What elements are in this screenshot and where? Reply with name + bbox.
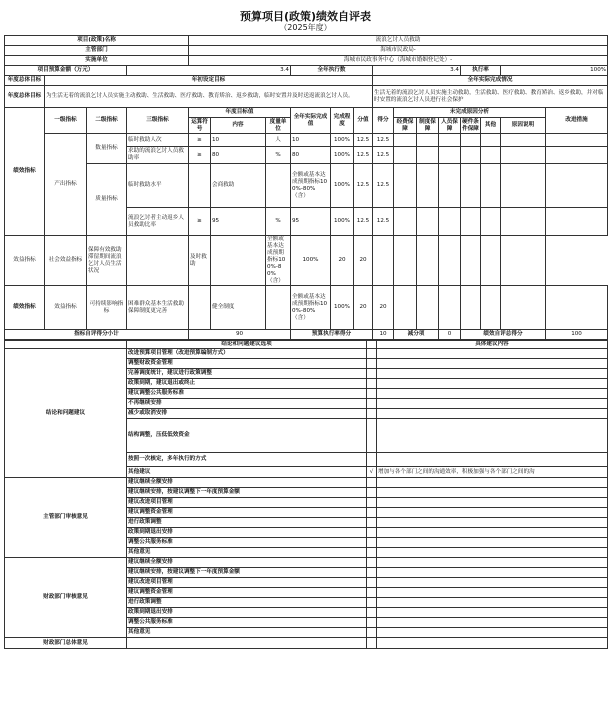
actual-header: 全年实际完成值 bbox=[291, 108, 331, 134]
indicator-row-op bbox=[189, 286, 211, 330]
indicator-row-actual: 10 bbox=[291, 134, 331, 147]
op-header: 运算符号 bbox=[189, 118, 211, 134]
suggest-option: 减少或取消安排 bbox=[127, 409, 367, 419]
sustain-indicator: 可持续影响指标 bbox=[87, 286, 127, 330]
suggest-header-right: 具体建议内容 bbox=[377, 341, 608, 349]
indicator-row-score: 12.5 bbox=[354, 134, 373, 147]
goal-row-label-2: 年度总体目标 bbox=[5, 86, 45, 108]
indicator-row-actual: 80 bbox=[291, 147, 331, 164]
score-header: 分值 bbox=[354, 108, 373, 134]
suggest-option: 建议调整公共服务标准 bbox=[127, 389, 367, 399]
rate-value: 100% bbox=[501, 66, 608, 76]
indicator-row-actual: 95 bbox=[291, 208, 331, 236]
indicator-row-content: 95 bbox=[211, 208, 266, 236]
suggestion-table bbox=[4, 340, 608, 649]
unit-label: 实施单位 bbox=[5, 56, 189, 66]
indicator-row-content: 健全制度 bbox=[211, 286, 266, 330]
indicator-row-name: 临时救助水平 bbox=[127, 164, 189, 208]
suggest-option: 其他建议 bbox=[127, 467, 367, 478]
suggest-option: 调整财政资金管理 bbox=[127, 359, 367, 369]
dept-option: 建议调整资金管理 bbox=[127, 508, 367, 518]
satisfaction-indicator: 效益指标 bbox=[45, 286, 87, 330]
reason-note: 原因说明 bbox=[501, 118, 546, 134]
other-checkmark: √ bbox=[367, 467, 377, 478]
indicator-row-degree: 100% bbox=[331, 164, 354, 208]
deduct-value: 0 bbox=[439, 330, 461, 340]
dept-option: 建议继续安排，按建议调整下一年度预算金额 bbox=[127, 488, 367, 498]
indicator-row-got: 20 bbox=[354, 236, 373, 286]
finance-option: 调整公共服务标准 bbox=[127, 618, 367, 628]
conclusion-label: 结论和问题建议 bbox=[5, 349, 127, 478]
rate-label: 执行率 bbox=[461, 66, 501, 76]
indicator-row-unit: % bbox=[266, 208, 291, 236]
indicator-row-score: 20 bbox=[331, 236, 354, 286]
finance-option: 其他意见 bbox=[127, 628, 367, 638]
indicator-row-unit bbox=[266, 286, 291, 330]
lvl2-header: 二级指标 bbox=[87, 108, 127, 134]
project-name-label: 项目(政策)名称 bbox=[5, 36, 189, 46]
indicator-row-name: 临时救助人次 bbox=[127, 134, 189, 147]
indicator-row-score: 20 bbox=[354, 286, 373, 330]
finance-option: 建议改进项目管理 bbox=[127, 578, 367, 588]
indicator-row-name: 求助的流浪乞讨人员救助率 bbox=[127, 147, 189, 164]
quality-indicator: 质量指标 bbox=[87, 164, 127, 236]
finance-option: 建议继续全额安排 bbox=[127, 558, 367, 568]
suggest-option: 不再继续安排 bbox=[127, 399, 367, 409]
indicator-row-degree: 100% bbox=[291, 236, 331, 286]
reason-header: 未完成原因分析 bbox=[394, 108, 546, 118]
suggest-header-left: 结论和问题建议选项 bbox=[127, 341, 367, 349]
indicator-row-name: 困难群众基本生活救助保障制度更完善 bbox=[127, 286, 189, 330]
indicator-row-content: 80 bbox=[211, 147, 266, 164]
indicator-row-content: 10 bbox=[211, 134, 266, 147]
budget-score-label: 预算执行率得分 bbox=[291, 330, 373, 340]
indicator-row-unit bbox=[266, 164, 291, 208]
indicator-row-content: 会商救助 bbox=[211, 164, 266, 208]
lvl1-header: 一级指标 bbox=[45, 108, 87, 134]
goal-done-header: 全年实际完成情况 bbox=[373, 76, 608, 86]
dept-option: 调整公共服务标准 bbox=[127, 538, 367, 548]
dept-option: 政策到期退出安排 bbox=[127, 528, 367, 538]
dept-option: 建议改进项目管理 bbox=[127, 498, 367, 508]
indicator-row-op: ≥ bbox=[189, 134, 211, 147]
dept-option: 建议继续全额安排 bbox=[127, 478, 367, 488]
benefit-indicator: 效益指标 bbox=[5, 236, 45, 286]
indicator-row-op bbox=[127, 236, 189, 286]
goal-set-header: 年初设定目标 bbox=[45, 76, 373, 86]
indicator-row-got: 12.5 bbox=[373, 147, 394, 164]
goal-row-label: 年度总体目标 bbox=[5, 76, 45, 86]
indicator-row-score: 12.5 bbox=[354, 147, 373, 164]
indicator-table bbox=[4, 35, 608, 340]
indicator-row-unit: % bbox=[266, 147, 291, 164]
dept-review-label: 主管部门审核意见 bbox=[5, 478, 127, 558]
indicator-row-actual: 全额或基本达成预期指标100%-80%（含） bbox=[266, 236, 291, 286]
suggest-option: 政策到期，建议退出或终止 bbox=[127, 379, 367, 389]
reason-hardware: 硬件条件保障 bbox=[462, 118, 479, 132]
suggest-option: 按照一次核定，多年执行的方式 bbox=[127, 453, 367, 467]
exec-label: 全年执行数 bbox=[291, 66, 373, 76]
indicator-row-got: 20 bbox=[373, 286, 394, 330]
got-header: 得分 bbox=[373, 108, 394, 134]
suggest-option: 改进预算项目管理（改进预算编制方式） bbox=[127, 349, 367, 359]
dept-option: 进行政策调整 bbox=[127, 518, 367, 528]
finance-review-label: 财政部门审核意见 bbox=[5, 558, 127, 638]
indicator-row-degree: 100% bbox=[331, 134, 354, 147]
indicator-row-content: 及时救助 bbox=[189, 236, 211, 286]
annual-header: 年度目标值 bbox=[189, 108, 291, 118]
goal-done-text: 生活无着的流浪乞讨人员实施主动救助，生活救助、医疗救助、教育矫治、返乡救助，并对临时安置的流浪乞讨人员进行社会保护 bbox=[373, 86, 608, 108]
indicator-row-degree: 100% bbox=[331, 147, 354, 164]
reason-system: 制度保障 bbox=[417, 118, 439, 134]
reason-staff: 人员保障 bbox=[439, 118, 461, 134]
finance-option: 进行政策调整 bbox=[127, 598, 367, 608]
dept-option: 其他意见 bbox=[127, 548, 367, 558]
indicator-row-actual: 全额或基本达成预期指标100%-80%（含） bbox=[291, 164, 331, 208]
lvl1-perf-a: 绩效指标 bbox=[5, 108, 45, 236]
budget-score-value: 10 bbox=[373, 330, 394, 340]
dept-label: 主管部门 bbox=[5, 46, 189, 56]
suggest-option: 完善调度统计，建议进行政策调整 bbox=[127, 369, 367, 379]
indicator-row-op: ≥ bbox=[189, 208, 211, 236]
finance-option: 建议继续安排，按建议调整下一年度预算金额 bbox=[127, 568, 367, 578]
budget-value: 3.4 bbox=[127, 66, 291, 76]
unit-value: 海城市民政事务中心（海城市婚姻登记处）- bbox=[189, 56, 608, 66]
unit-header: 度量单位 bbox=[266, 118, 291, 134]
finance-overall-label: 财政部门总体意见 bbox=[5, 638, 127, 649]
content-header: 内容 bbox=[211, 118, 266, 134]
indicator-row-got: 12.5 bbox=[373, 164, 394, 208]
social-benefit-indicator: 社会效益指标 bbox=[45, 236, 87, 286]
total-score-label: 绩效自评总得分 bbox=[461, 330, 546, 340]
project-name-value: 流浪乞讨人员救助 bbox=[189, 36, 608, 46]
quantity-indicator: 数量指标 bbox=[87, 134, 127, 164]
indicator-row-got: 12.5 bbox=[373, 208, 394, 236]
indicator-row-score: 12.5 bbox=[354, 164, 373, 208]
indicator-row-actual: 全额或基本达成预期指标100%-80%（含） bbox=[291, 286, 331, 330]
self-evaluation-form bbox=[4, 10, 607, 649]
indicator-row-degree: 100% bbox=[331, 286, 354, 330]
dept-value: 海城市民政局- bbox=[189, 46, 608, 56]
form-title: 预算项目(政策)绩效自评表 bbox=[239, 10, 372, 23]
indicator-row-op bbox=[189, 164, 211, 208]
indicator-row-score: 12.5 bbox=[354, 208, 373, 236]
exec-value: 3.4 bbox=[373, 66, 461, 76]
other-suggestion-text: 增加与各个部门之间的沟通效率，积极加强与各个部门之间的沟 bbox=[377, 467, 608, 478]
indicator-row-unit bbox=[211, 236, 266, 286]
indicator-row-degree: 100% bbox=[331, 208, 354, 236]
degree-header: 完成程度 bbox=[331, 108, 354, 134]
reason-other: 其他 bbox=[481, 118, 501, 134]
indicator-row-unit: 人 bbox=[266, 134, 291, 147]
indicator-row-name: 流浪乞讨者主动返乡人员救助比率 bbox=[127, 208, 189, 236]
total-score-value: 100 bbox=[546, 330, 608, 340]
improve-header: 改进措施 bbox=[546, 108, 608, 134]
lvl1-perf-b: 绩效指标 bbox=[5, 286, 45, 330]
goal-set-text: 为生活无着的流浪乞讨人员实施主动救助、生活救助、医疗救助、教育矫治、返乡救助，临时安置并及时送返流浪乞讨人员。 bbox=[45, 86, 373, 108]
self-score-value: 90 bbox=[189, 330, 291, 340]
output-indicator: 产出指标 bbox=[45, 134, 87, 236]
reason-funding: 经费保障 bbox=[394, 118, 417, 134]
suggest-option: 结构调整，压低低效资金 bbox=[127, 419, 367, 453]
self-score-label: 指标自评得分小计 bbox=[5, 330, 189, 340]
indicator-row-name: 保障有效救助滞留期间流浪乞讨人员生活状况 bbox=[87, 236, 127, 286]
finance-option: 政策到期退出安排 bbox=[127, 608, 367, 618]
budget-label: 项目预算金额（万元） bbox=[5, 66, 127, 76]
indicator-row-got: 12.5 bbox=[373, 134, 394, 147]
form-subtitle: （2025年度） bbox=[279, 23, 332, 32]
deduct-label: 减分项 bbox=[394, 330, 439, 340]
lvl3-header: 三级指标 bbox=[127, 108, 189, 134]
indicator-row-op: ≥ bbox=[189, 147, 211, 164]
finance-option: 建议调整资金管理 bbox=[127, 588, 367, 598]
